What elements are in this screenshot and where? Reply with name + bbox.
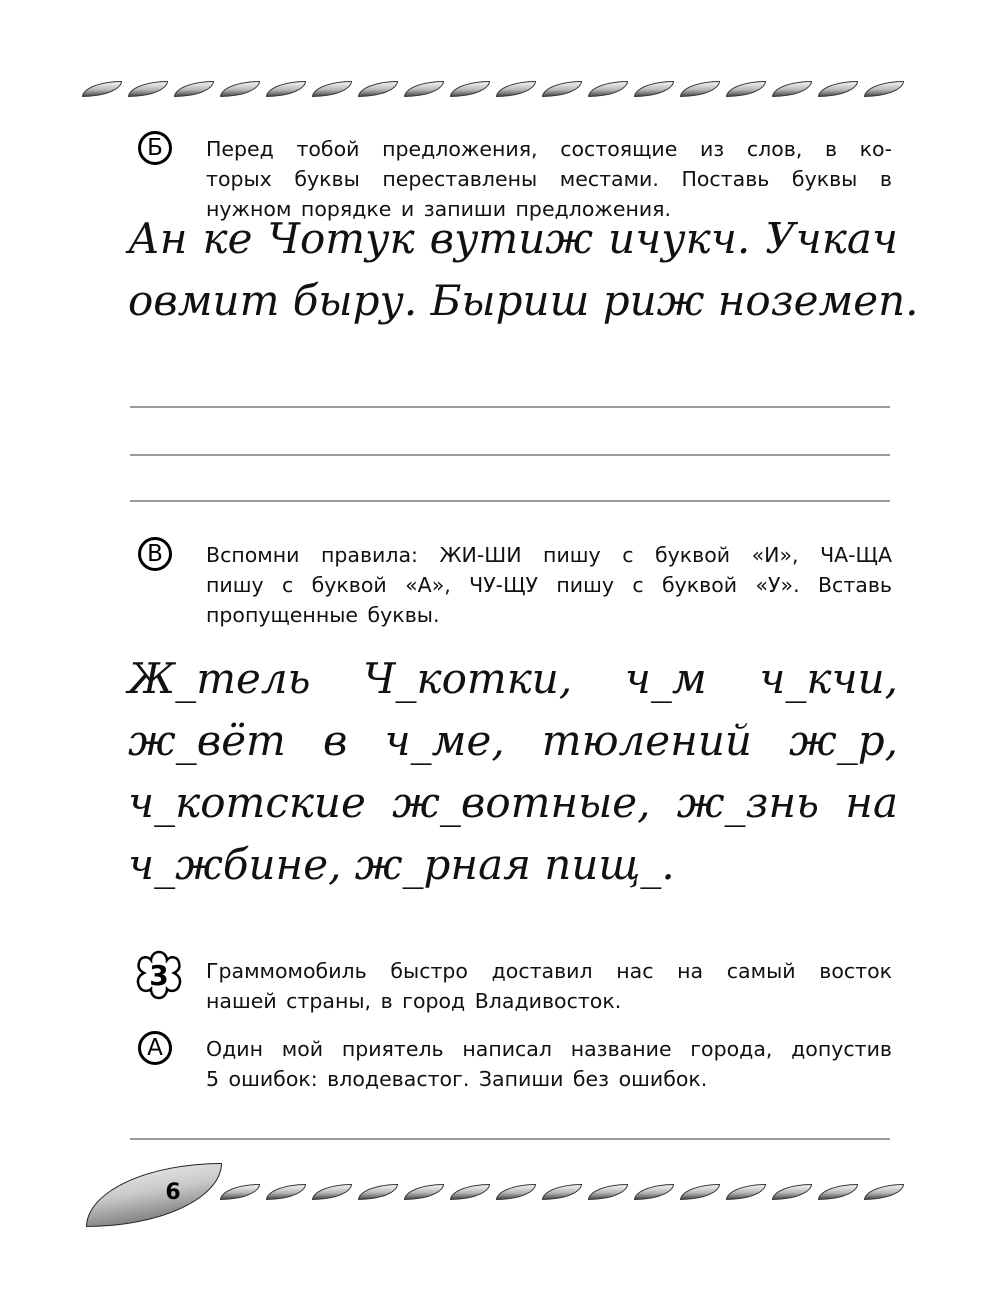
section-v-instruction: [206, 540, 892, 630]
section-a-marker: А: [138, 1031, 172, 1065]
leaf-ornament: [726, 1184, 766, 1200]
writing-line[interactable]: [130, 1138, 890, 1140]
leaf-ornament: [634, 81, 674, 97]
section-b-marker: Б: [138, 131, 172, 165]
section-b-handwriting: [128, 208, 919, 332]
leaf-ornament: [312, 81, 352, 97]
leaf-ornament: [266, 1184, 306, 1200]
leaf-ornament: [174, 81, 214, 97]
leaf-ornament: [864, 1184, 904, 1200]
top-leaf-border: [82, 81, 904, 97]
leaf-ornament: [542, 81, 582, 97]
leaf-ornament: [128, 81, 168, 97]
handwriting-line: ч_котские ж_вотные, ж_знь на: [128, 778, 898, 827]
writing-line[interactable]: [130, 500, 890, 502]
instruction-line: нужном порядке и запиши предложения.: [206, 197, 672, 221]
page-number: 6: [165, 1180, 181, 1205]
task-number: 3: [149, 958, 169, 992]
section-v-marker: В: [138, 537, 172, 571]
leaf-ornament: [496, 81, 536, 97]
leaf-ornament: [266, 81, 306, 97]
leaf-ornament: [772, 1184, 812, 1200]
leaf-ornament: [818, 1184, 858, 1200]
leaf-ornament: [404, 1184, 444, 1200]
handwriting-line: Ж_тель Ч_котки, ч_м ч_кчи,: [128, 654, 898, 703]
leaf-ornament: [680, 1184, 720, 1200]
handwriting-line: овмит быру. Быриш риж ноземеп.: [128, 276, 919, 325]
leaf-ornament: [404, 81, 444, 97]
instruction-line: Вспомни правила: ЖИ-ШИ пишу с буквой «И», ЧА-ЩА: [206, 543, 892, 567]
writing-line[interactable]: [130, 454, 890, 456]
leaf-ornament: [82, 81, 122, 97]
instruction-line: пропущенные буквы.: [206, 603, 440, 627]
bottom-leaf-border: [220, 1184, 904, 1200]
leaf-ornament: [220, 1184, 260, 1200]
instruction-line: пишу с буквой «А», ЧУ-ЩУ пишу с буквой «У». Вставь: [206, 573, 892, 597]
handwriting-line: ч_жбине, ж_рная пищ_.: [128, 840, 675, 889]
leaf-ornament: [220, 81, 260, 97]
instruction-line: Перед тобой предложения, состоящие из слов, в ко-: [206, 137, 892, 161]
writing-line[interactable]: [130, 406, 890, 408]
task-3-intro: [206, 956, 892, 1016]
leaf-ornament: [634, 1184, 674, 1200]
leaf-ornament: [588, 1184, 628, 1200]
leaf-ornament: [496, 1184, 536, 1200]
leaf-ornament: [450, 1184, 490, 1200]
handwriting-line: ж_вёт в ч_ме, тюлений ж_р,: [128, 716, 898, 765]
section-v-handwriting: [128, 648, 898, 896]
instruction-line: Один мой приятель написал название города, допустив: [206, 1037, 892, 1061]
instruction-line: торых буквы переставлены местами. Поставь буквы в: [206, 167, 892, 191]
instruction-line: 5 ошибок: влодевастог. Запиши без ошибок.: [206, 1067, 708, 1091]
leaf-ornament: [864, 81, 904, 97]
leaf-ornament: [450, 81, 490, 97]
leaf-ornament: [726, 81, 766, 97]
section-a-instruction: [206, 1034, 892, 1094]
intro-line: Граммомобиль быстро доставил нас на самый восток: [206, 959, 892, 983]
handwriting-line: Ан ке Чотук вутиж ичукч. Учкач: [128, 214, 898, 263]
leaf-ornament: [818, 81, 858, 97]
leaf-ornament: [772, 81, 812, 97]
page-number-leaf: [86, 1163, 222, 1227]
leaf-ornament: [588, 81, 628, 97]
leaf-ornament: [312, 1184, 352, 1200]
leaf-ornament: [680, 81, 720, 97]
leaf-ornament: [542, 1184, 582, 1200]
leaf-ornament: [358, 1184, 398, 1200]
leaf-ornament: [358, 81, 398, 97]
intro-line: нашей страны, в город Владивосток.: [206, 989, 622, 1013]
